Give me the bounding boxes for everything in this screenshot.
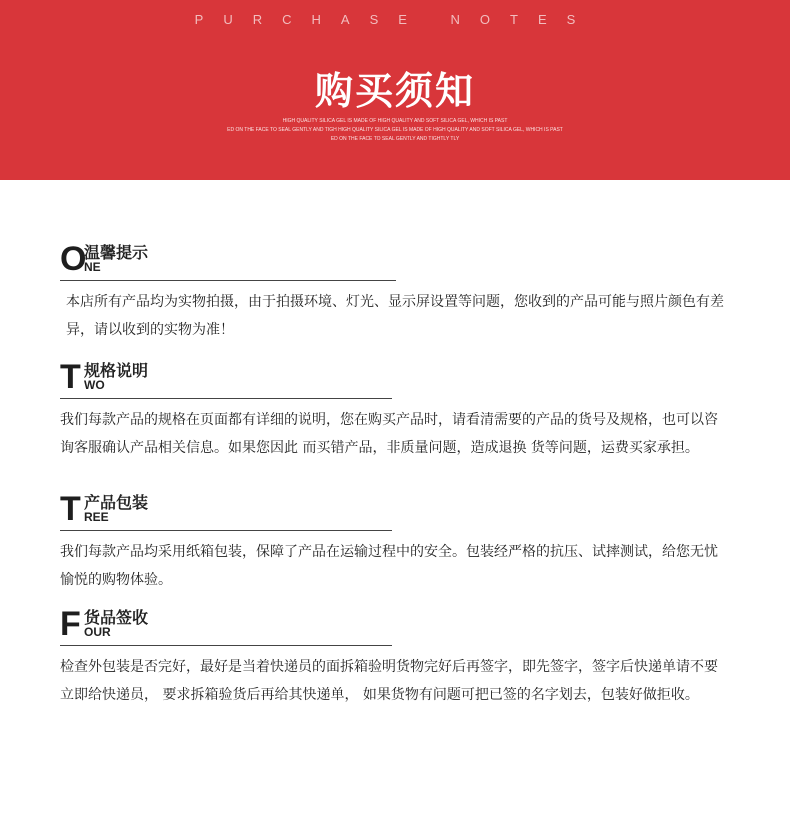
section-three	[60, 490, 740, 588]
english-title: PURCHASE NOTES	[194, 12, 596, 27]
section-body: 检查外包装是否完好，最好是当着快递员的面拆箱验明货物完好后再签字，即先签字，签字后快递单请不要立即给快递员， 要求拆箱验货后再给其快递单， 如果货物有问题可把已签的名字划去，包装好做拒收。	[60, 659, 718, 703]
section-english: NE	[84, 260, 101, 274]
subtitle-line-1: HIGH QUALITY SILICA GEL IS MADE OF HIGH QUALITY AND SOFT SILICA GEL, WHICH IS PAST	[282, 118, 508, 124]
section-body: 我们每款产品的规格在页面都有详细的说明，您在购买产品时，请看清需要的产品的货号及规格，也可以咨询客服确认产品相关信息。如果您因此 而买错产品，非质量问题，造成退换 货等问题，运费买家承担。	[60, 412, 718, 456]
section-heading	[60, 358, 740, 398]
section-one	[60, 240, 740, 338]
section-letter: T	[60, 358, 81, 396]
section-body: 本店所有产品均为实物拍摄，由于拍摄环境、灯光、显示屏设置等问题，您收到的产品可能与照片颜色有差异，请以收到的实物为准！	[66, 294, 724, 338]
section-letter: F	[60, 605, 81, 643]
section-english: REE	[84, 510, 109, 524]
section-heading	[60, 240, 740, 280]
section-english: OUR	[84, 625, 111, 639]
section-letter: T	[60, 490, 81, 528]
section-divider	[60, 398, 392, 399]
section-heading	[60, 605, 740, 645]
section-body: 我们每款产品均采用纸箱包装，保障了产品在运输过程中的安全。包装经严格的抗压、试摔测试，给您无忧愉悦的购物体验。	[60, 544, 718, 588]
section-four	[60, 605, 740, 703]
section-divider	[60, 645, 392, 646]
section-title: 规格说明	[84, 361, 149, 380]
header-banner	[0, 0, 790, 180]
section-heading	[60, 490, 740, 530]
subtitle-line-2: ED ON THE FACE TO SEAL GENTLY AND TIGH HIGH QUALITY SILICA GEL IS MADE OF HIGH QUALITY AND SOFT SILICA GEL, WHICH IS PAST	[227, 127, 563, 133]
section-title: 温馨提示	[84, 243, 149, 262]
section-title: 货品签收	[84, 608, 149, 627]
section-english: WO	[84, 378, 105, 392]
section-two	[60, 358, 740, 456]
section-letter: O	[60, 240, 87, 278]
section-divider	[60, 530, 392, 531]
page-title: 购买须知	[314, 69, 475, 113]
section-divider	[60, 280, 396, 281]
section-title: 产品包装	[84, 493, 149, 512]
subtitle-line-3: ED ON THE FACE TO SEAL GENTLY AND TIGHTLY TLY	[330, 136, 460, 142]
